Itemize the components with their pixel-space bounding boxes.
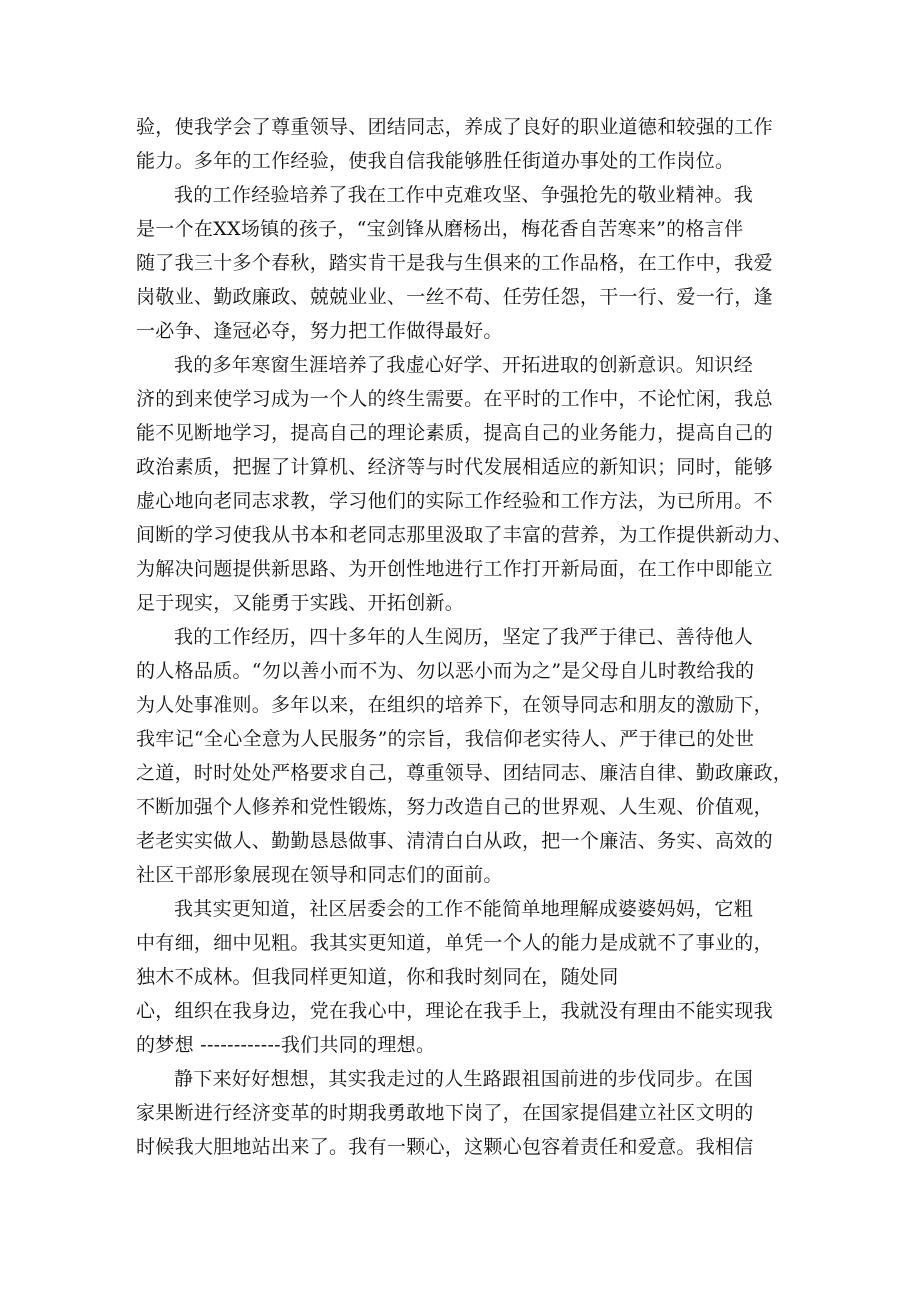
paragraph-line: 社区干部形象展现在领导和同志们的面前。 <box>136 864 503 886</box>
paragraph-line: 验，使我学会了尊重领导、团结同志，养成了良好的职业道德和较强的工作 <box>136 116 773 138</box>
paragraph-line: 岗敬业、勤政廉政、兢兢业业、一丝不苟、任劳任怨，干一行、爱一行，逢 <box>136 286 773 308</box>
paragraph-line: 为人处事准则。多年以来，在组织的培养下，在领导同志和朋友的激励下， <box>136 694 773 716</box>
paragraph-line: 的梦想 ------------我们共同的理想。 <box>136 1034 436 1056</box>
paragraph-line: 一必争、逢冠必夺，努力把工作做得最好。 <box>136 320 503 342</box>
paragraph-line: 能不见断地学习，提高自己的理论素质，提高自己的业务能力，提高自己的 <box>136 422 773 444</box>
paragraph-line: 虚心地向老同志求教，学习他们的实际工作经验和工作方法，为已所用。不 <box>136 490 773 512</box>
paragraph-line: 政治素质，把握了计算机、经济等与时代发展相适应的新知识；同时，能够 <box>136 456 773 478</box>
paragraph-line: 时候我大胆地站出来了。我有一颗心，这颗心包容着责任和爱意。我相信 <box>136 1136 754 1158</box>
paragraph-line: 独木不成林。但我同样更知道，你和我时刻同在，随处同 <box>136 966 619 988</box>
paragraph-first-line: 我的多年寒窗生涯培养了我虚心好学、开拓进取的创新意识。知识经 <box>174 354 754 376</box>
paragraph-line: 我牢记“全心全意为人民服务”的宗旨，我信仰老实待人、严于律已的处世 <box>136 728 755 750</box>
paragraph-line: 为解决问题提供新思路、为开创性地进行工作打开新局面，在工作中即能立 <box>136 558 773 580</box>
paragraph-line: 间断的学习使我从书本和老同志那里汲取了丰富的营养，为工作提供新动力、 <box>136 524 793 546</box>
paragraph-line: 家果断进行经济变革的时期我勇敢地下岗了，在国家提倡建立社区文明的 <box>136 1102 754 1124</box>
paragraph-first-line: 静下来好好想想，其实我走过的人生路跟祖国前进的步伐同步。在国 <box>174 1068 754 1090</box>
paragraph-line: 是一个在XX场镇的孩子，“宝剑锋从磨杨出，梅花香自苦寒来”的格言伴 <box>136 218 744 240</box>
paragraph-line: 随了我三十多个春秋，踏实肯干是我与生俱来的工作品格，在工作中，我爱 <box>136 252 773 274</box>
paragraph-line: 的人格品质。“勿以善小而不为、勿以恶小而为之”是父母自儿时教给我的 <box>136 660 755 682</box>
paragraph-line: 足于现实，又能勇于实践、开拓创新。 <box>136 592 465 614</box>
document-body <box>136 110 796 1164</box>
paragraph-line: 心，组织在我身边，党在我心中，理论在我手上，我就没有理由不能实现我 <box>136 1000 773 1022</box>
paragraph-line: 之道，时时处处严格要求自己，尊重领导、团结同志、廉洁自律、勤政廉政， <box>136 762 793 784</box>
paragraph-line: 能力。多年的工作经验，使我自信我能够胜任街道办事处的工作岗位。 <box>136 150 735 172</box>
paragraph-first-line: 我的工作经历，四十多年的人生阅历，坚定了我严于律已、善待他人 <box>174 626 754 648</box>
paragraph-line: 不断加强个人修养和党性锻炼，努力改造自己的世界观、人生观、价值观， <box>136 796 773 818</box>
paragraph-line: 中有细，细中见粗。我其实更知道，单凭一个人的能力是成就不了事业的， <box>136 932 773 954</box>
paragraph-first-line: 我的工作经验培养了我在工作中克难攻坚、争强抢先的敬业精神。我 <box>174 184 754 206</box>
paragraph-line: 老老实实做人、勤勤恳恳做事、清清白白从政，把一个廉洁、务实、高效的 <box>136 830 773 852</box>
paragraph-line: 济的到来使学习成为一个人的终生需要。在平时的工作中，不论忙闲，我总 <box>136 388 773 410</box>
paragraph-first-line: 我其实更知道，社区居委会的工作不能简单地理解成婆婆妈妈，它粗 <box>174 898 754 920</box>
